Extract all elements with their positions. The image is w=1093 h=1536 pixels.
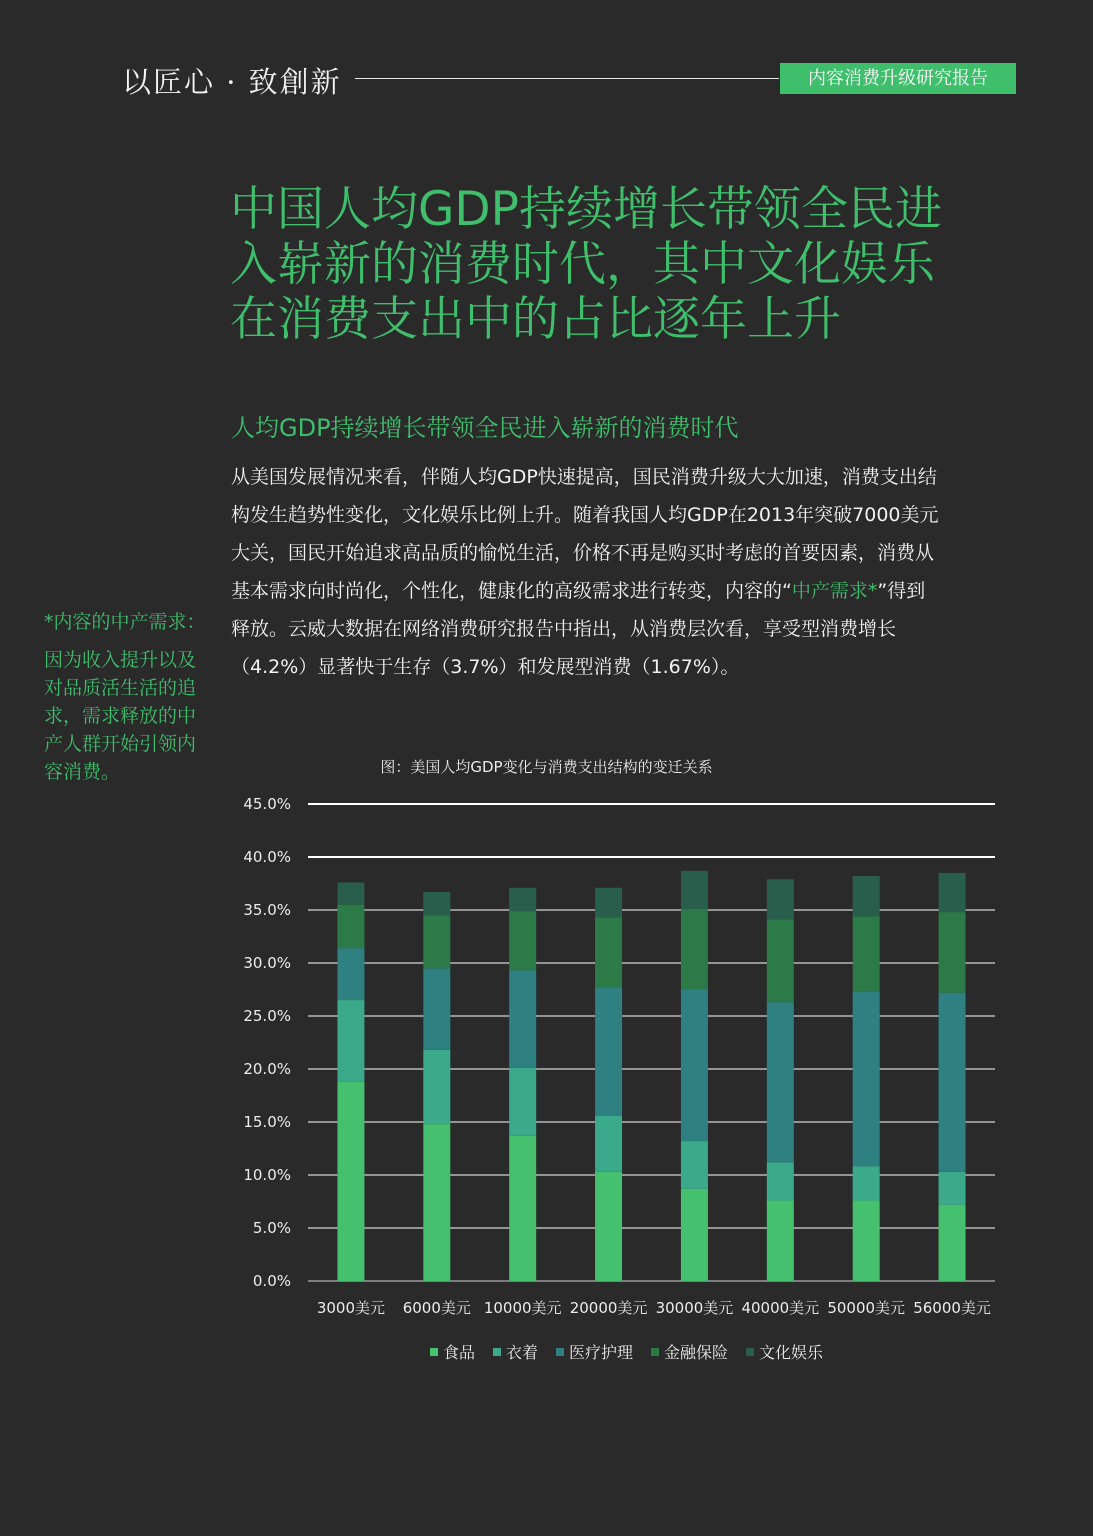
- bar-segment: [595, 1172, 622, 1281]
- bar-segment: [509, 1136, 536, 1281]
- bar-segment: [853, 992, 880, 1167]
- body-text-segment: ”得到: [877, 580, 926, 602]
- report-tag: 内容消费升级研究报告: [780, 63, 1016, 94]
- chart-legend: [0, 1340, 1093, 1363]
- legend-swatch: [430, 1348, 438, 1356]
- bar-segment: [337, 882, 364, 904]
- side-note-line: 求，需求释放的中: [44, 705, 197, 727]
- bar-segment: [337, 1082, 364, 1281]
- bar-segment: [423, 892, 450, 915]
- title-line: 在消费支出中的占比逐年上升: [230, 292, 841, 347]
- side-note-line: 容消费。: [44, 761, 121, 783]
- bar-segment: [681, 1141, 708, 1189]
- title-line: 入崭新的消费时代，其中文化娱乐: [230, 237, 935, 292]
- chart-title: 图：美国人均GDP变化与消费支出结构的变迁关系: [380, 758, 713, 776]
- bar-segment: [853, 1200, 880, 1281]
- legend-item: [493, 1340, 538, 1363]
- legend-item: [651, 1340, 728, 1363]
- bar-segment: [337, 1000, 364, 1082]
- legend-item: [430, 1340, 475, 1363]
- bar-segment: [423, 1124, 450, 1281]
- bar-segment: [853, 1167, 880, 1201]
- bar-segment: [853, 876, 880, 916]
- y-tick-label: 15.0%: [243, 1113, 291, 1131]
- bar-segment: [939, 1172, 966, 1205]
- side-note-line: 产人群开始引领内: [44, 733, 197, 755]
- bar-segment: [939, 993, 966, 1172]
- bar-segment: [337, 948, 364, 1000]
- bar-segment: [595, 987, 622, 1115]
- bar-segment: [767, 920, 794, 1003]
- legend-swatch: [651, 1348, 659, 1356]
- legend-swatch: [493, 1348, 501, 1356]
- x-tick-label: 6000美元: [402, 1299, 471, 1317]
- bar-segment: [939, 1205, 966, 1281]
- y-tick-label: 0.0%: [252, 1272, 291, 1290]
- legend-label: 衣着: [505, 1343, 538, 1362]
- legend-swatch: [746, 1348, 754, 1356]
- x-tick-label: 50000美元: [827, 1299, 906, 1317]
- bar-segment: [595, 888, 622, 918]
- y-tick-label: 5.0%: [252, 1219, 291, 1237]
- bar-segment: [509, 911, 536, 970]
- y-tick-label: 25.0%: [243, 1007, 291, 1025]
- bar-segment: [681, 909, 708, 990]
- title-line: 中国人均GDP持续增长带领全民进: [230, 182, 942, 237]
- bar-segment: [423, 915, 450, 968]
- side-note-line: 因为收入提升以及: [44, 649, 197, 671]
- y-tick-label: 40.0%: [243, 848, 291, 866]
- x-tick-label: 40000美元: [741, 1299, 820, 1317]
- x-tick-label: 10000美元: [483, 1299, 562, 1317]
- side-note-line: 对品质活生活的追: [44, 677, 197, 699]
- legend-item: [746, 1340, 823, 1363]
- bar-segment: [337, 905, 364, 948]
- highlight-term: 中产需求*: [791, 580, 878, 602]
- bar-segment: [939, 873, 966, 912]
- bar-segment: [595, 1116, 622, 1172]
- legend-label: 文化娱乐: [759, 1343, 824, 1362]
- bar-segment: [853, 916, 880, 991]
- y-tick-label: 30.0%: [243, 954, 291, 972]
- y-tick-label: 45.0%: [243, 795, 291, 813]
- section-subtitle: 人均GDP持续增长带领全民进入崭新的消费时代: [231, 414, 739, 442]
- body-line: 从美国发展情况来看，伴随人均GDP快速提高，国民消费升级大大加速，消费支出结: [231, 466, 937, 488]
- slogan: 以匠心 · 致創新: [122, 65, 342, 99]
- bar-segment: [767, 1002, 794, 1162]
- bar-segment: [509, 970, 536, 1068]
- x-tick-label: 30000美元: [655, 1299, 734, 1317]
- bar-segment: [767, 1162, 794, 1200]
- bar-segment: [767, 1200, 794, 1281]
- bar-segment: [509, 888, 536, 911]
- bar-segment: [767, 879, 794, 919]
- bar-segment: [595, 917, 622, 987]
- legend-label: 医疗护理: [568, 1343, 633, 1362]
- bar-segment: [509, 1068, 536, 1136]
- bar-segment: [423, 1050, 450, 1124]
- body-line: 构发生趋势性变化，文化娱乐比例上升。随着我国人均GDP在2013年突破7000美元: [231, 504, 939, 526]
- body-line: 大关，国民开始追求高品质的愉悦生活，价格不再是购买时考虑的首要因素，消费从: [231, 542, 935, 564]
- legend-swatch: [556, 1348, 564, 1356]
- body-line: （4.2%）显著快于生存（3.7%）和发展型消费（1.67%）。: [231, 656, 740, 678]
- legend-label: 食品: [442, 1343, 475, 1362]
- bar-segment: [423, 968, 450, 1050]
- x-tick-label: 56000美元: [913, 1299, 991, 1317]
- y-tick-label: 35.0%: [243, 901, 291, 919]
- y-tick-label: 20.0%: [243, 1060, 291, 1078]
- legend-item: [556, 1340, 633, 1363]
- bar-segment: [681, 871, 708, 909]
- x-tick-label: 3000美元: [316, 1299, 386, 1317]
- bar-segment: [681, 1189, 708, 1281]
- bar-segment: [681, 990, 708, 1142]
- legend-label: 金融保险: [664, 1343, 729, 1362]
- body-text-segment: 基本需求向时尚化，个性化，健康化的高级需求进行转变，内容的“: [231, 580, 792, 602]
- body-line: 释放。云威大数据在网络消费研究报告中指出，从消费层次看，享受型消费增长: [231, 618, 897, 640]
- side-note-heading: *内容的中产需求：: [44, 611, 206, 633]
- bar-segment: [939, 912, 966, 993]
- y-tick-label: 10.0%: [243, 1166, 291, 1184]
- x-tick-label: 20000美元: [569, 1299, 648, 1317]
